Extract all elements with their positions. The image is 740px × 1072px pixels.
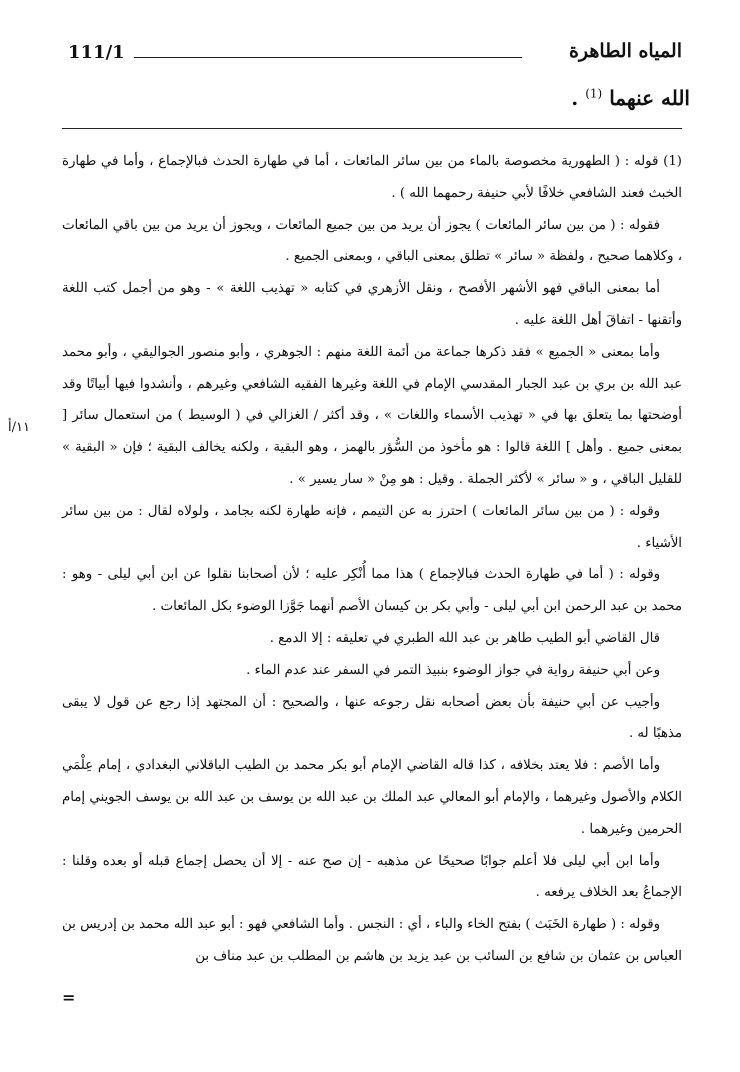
running-header [62,40,682,66]
footnote-paragraph: وأما الأصم : فلا يعتد بخلافه ، كذا قاله القاضي الإمام أبو بكر محمد بن الطيب الباقلاني البغدادي ، إمام عِلْمَي الكلام والأصول وغيرهما ، والإمام أبو المعالي عبد الملك بن عبد الله بن يوسف بن عبد الله بن يوسف الجويني إمام الحرمين وغيرهما . [62,758,682,837]
footnote-paragraph: (1) قوله : ( الطهورية مخصوصة بالماء من بين سائر المائعات ، أما في طهارة الحدث فبالإجماع ، وأما في طهارة الخبث فعند الشافعي خلافًا لأبي حنيفة رحمهما الله ) . [62,154,682,201]
footnote-paragraph: وقوله : ( طهارة الخَبَث ) بفتح الخاء والباء ، أي : النجس . وأما الشافعي فهو : أبو عبد الله محمد بن إدريس بن العباس بن عثمان بن شافع بن السائب بن عبد يزيد بن هاشم بن المطلب بن عبد مناف بن [62,917,682,964]
footnote-reference: (1) [585,86,603,101]
main-text-body: الله عنهما [609,86,690,110]
footnote-paragraph: وأجيب عن أبي حنيفة بأن بعض أصحابه نقل رجوعه عنها ، والصحيح : أن المجتهد إذا رجع عن قول لا يبقى مذهبًا له . [62,694,682,742]
footnote-paragraph: قال القاضي أبو الطيب طاهر بن عبد الله الطبري في تعليقه : إلا الدمع . [269,630,660,646]
footnote-paragraph: وأما بمعنى « الجميع » فقد ذكرها جماعة من أئمة اللغة منهم : الجوهري ، وأبو منصور الجواليقي ، وأبو محمد عبد الله بن بري بن عبد الجبار المقدسي الإمام في اللغة وغيرها الفقيه الشافعي وغيرهم ، وأنشدوا فيها أبياتًا وقد أوضحتها بما يتعلق بها في « تهذيب الأسماء واللغات » ، وقد أكثر / الغزالي في ( الوسيط ) من استعمال سائر [ بمعنى جميع . وأهل ] اللغة قالوا : هو مأخوذ من السُّؤر بالهمز ، وهو البقية ، ولكنه يخالف البقية ؛ فإن « البقية » للقليل الباقي ، و « سائر » لأكثر الجملة . وقيل : هو مِنْ « سار يسير » . [62,344,682,487]
main-text-end: . [571,86,579,110]
main-text [571,86,690,110]
footnote-paragraph: وقوله : ( أما في طهارة الحدث فبالإجماع ) هذا مما أُنْكِر عليه ؛ لأن أصحابنا نقلوا عن ابن أبي ليلى - وهو : محمد بن عبد الرحمن ابن أبي ليلى - وأبي بكر بن كيسان الأصم أنهما جَوَّزا الوضوء بكل المائعات . [62,567,682,615]
footnote-paragraph: أما بمعنى الباقي فهو الأشهر الأفصح ، ونقل الأزهري في كتابه « تهذيب اللغة » - وهو من أجمل كتب اللغة وأتقنها - اتفاقَ أهل اللغة عليه . [62,281,682,328]
page-number: 111/1 [68,42,125,63]
footnote-paragraph: وقوله : ( من بين سائر المائعات ) احترز به عن التيمم ، فإنه طهارة لكنه بجامد ، ولولاه لقال : من بين سائر الأشياء . [62,503,682,551]
continuation-mark: = [62,988,76,1007]
manuscript-folio-marker: ١١/أ [8,420,30,435]
footnote-divider [62,128,682,129]
footnote-paragraph: وعن أبي حنيفة رواية في جواز الوضوء بنبيذ التمر في السفر عند عدم الماء . [246,662,660,678]
chapter-title: المياه الطاهرة [568,40,682,62]
footnotes [62,146,682,973]
header-rule [134,57,522,58]
footnote-paragraph: فقوله : ( من بين سائر المائعات ) يجوز أن يريد من بين جميع المائعات ، ويجوز أن يريد من بين باقي المائعات ، وكلاهما صحيح ، ولفظة « سائر » تطلق بمعنى الباقي ، وبمعنى الجميع . [62,217,682,265]
footnote-paragraph: وأما ابن أبي ليلى فلا أعلم جوابًا صحيحًا عن مذهبه - إن صح عنه - إلا أن يحصل إجماع قبله أو بعده وقلنا : الإجماعُ بعد الخلاف يرفعه . [62,853,682,901]
